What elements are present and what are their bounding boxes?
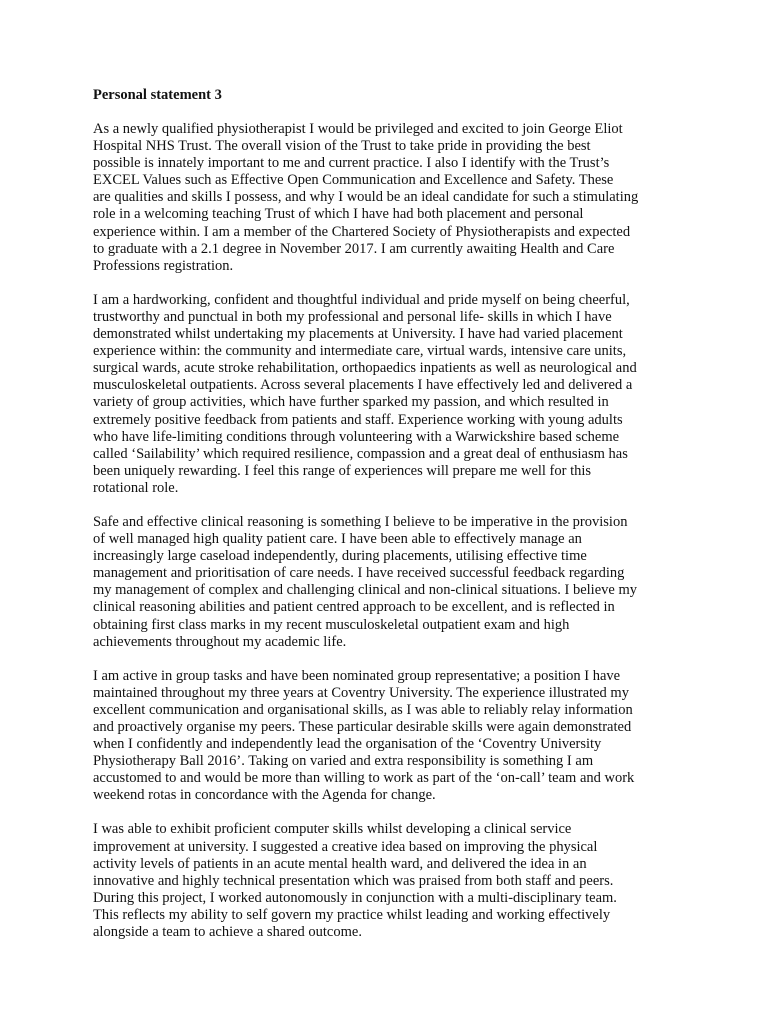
paragraph-line: accustomed to and would be more than willing to work as part of the ‘on-call’ team and work [93, 770, 635, 787]
paragraph [93, 121, 683, 275]
paragraph-line: of well managed high quality patient care. I have been able to effectively manage an [93, 531, 582, 548]
paragraph-line: when I confidently and independently lead the organisation of the ‘Coventry University [93, 736, 602, 753]
paragraph-line: experience within. I am a member of the Chartered Society of Physiotherapists and expected [93, 223, 631, 240]
paragraph-line: I am a hardworking, confident and thoughtful individual and pride myself on being cheerful, [93, 291, 630, 308]
paragraph-line: called ‘Sailability’ which required resilience, compassion and a great deal of enthusiasm has [93, 445, 628, 462]
paragraph-line: are qualities and skills I possess, and why I would be an ideal candidate for such a stimulating [93, 189, 639, 206]
paragraph-line: As a newly qualified physiotherapist I would be privileged and excited to join George Eliot [93, 121, 623, 137]
paragraph-line: to graduate with a 2.1 degree in November 2017. I am currently awaiting Health and Care [93, 240, 615, 257]
paragraph-line: surgical wards, acute stroke rehabilitation, orthopaedics inpatients as well as neurological and [93, 360, 637, 377]
paragraph-line: role in a welcoming teaching Trust of which I have had both placement and personal [93, 206, 584, 223]
paragraph-line: obtaining first class marks in my recent musculoskeletal outpatient exam and high [93, 616, 570, 633]
paragraph [93, 514, 683, 651]
paragraph [93, 668, 683, 805]
paragraph-line: demonstrated whilst undertaking my placements at University. I have had varied placement [93, 326, 623, 343]
paragraph-line: achievements throughout my academic life. [93, 633, 347, 650]
paragraph-line: innovative and highly technical presentation which was praised from both staff and peers. [93, 872, 614, 889]
paragraph-line: and proactively organise my peers. These particular desirable skills were again demonstrated [93, 719, 632, 735]
paragraph-line: musculoskeletal outpatients. Across several placements I have effectively led and delivered a [93, 377, 633, 394]
paragraph-line: maintained throughout my three years at Coventry University. The experience illustrated my [93, 684, 629, 701]
paragraph-line: who have life-limiting conditions through volunteering with a Warwickshire based scheme [93, 428, 620, 445]
paragraph-line: been uniquely rewarding. I feel this range of experiences will prepare me well for this [93, 462, 592, 479]
paragraph-line: EXCEL Values such as Effective Open Communication and Excellence and Safety. These [93, 172, 614, 189]
paragraph-line: experience within: the community and intermediate care, virtual wards, intensive care units, [93, 343, 627, 360]
paragraph-line: increasingly large caseload independently, during placements, utilising effective time [93, 548, 587, 565]
paragraph-line: Safe and effective clinical reasoning is something I believe to be imperative in the provision [93, 513, 628, 530]
paragraph-line: trustworthy and punctual in both my professional and personal life- skills in which I have [93, 308, 612, 325]
paragraph [93, 292, 683, 497]
paragraph-line: I was able to exhibit proficient computer skills whilst developing a clinical service [93, 821, 572, 838]
paragraph [93, 821, 683, 941]
paragraph-line: During this project, I worked autonomously in conjunction with a multi-disciplinary team. [93, 889, 617, 906]
paragraph-line: Physiotherapy Ball 2016’. Taking on varied and extra responsibility is something I am [93, 753, 594, 770]
paragraph-line: my management of complex and challenging clinical and non-clinical situations. I believe my [93, 582, 637, 599]
paragraph-line: management and prioritisation of care needs. I have received successful feedback regarding [93, 565, 625, 582]
paragraph-line: alongside a team to achieve a shared outcome. [93, 924, 362, 941]
paragraph-line: excellent communication and organisational skills, as I was able to reliably relay information [93, 701, 633, 718]
paragraph-line: activity levels of patients in an acute mental health ward, and delivered the idea in an [93, 855, 587, 872]
paragraph-line: Hospital NHS Trust. The overall vision of the Trust to take pride in providing the best [93, 138, 591, 155]
paragraph-list [93, 121, 683, 941]
paragraph-line: I am active in group tasks and have been nominated group representative; a position I have [93, 667, 621, 684]
paragraph-line: clinical reasoning abilities and patient centred approach to be excellent, and is reflected in [93, 599, 615, 616]
paragraph-line: possible is innately important to me and current practice. I also I identify with the Trust’s [93, 155, 610, 172]
paragraph-line: weekend rotas in concordance with the Agenda for change. [93, 787, 436, 804]
paragraph-line: rotational role. [93, 479, 179, 496]
document-title: Personal statement 3 [93, 87, 222, 103]
paragraph-line: variety of group activities, which have further sparked my passion, and which resulted in [93, 394, 609, 411]
document-body [93, 87, 683, 958]
paragraph-line: extremely positive feedback from patients and staff. Experience working with young adults [93, 411, 623, 428]
paragraph-line: improvement at university. I suggested a creative idea based on improving the physical [93, 838, 598, 855]
paragraph-line: Professions registration. [93, 257, 234, 274]
paragraph-line: This reflects my ability to self govern my practice whilst leading and working effectively [93, 906, 611, 923]
